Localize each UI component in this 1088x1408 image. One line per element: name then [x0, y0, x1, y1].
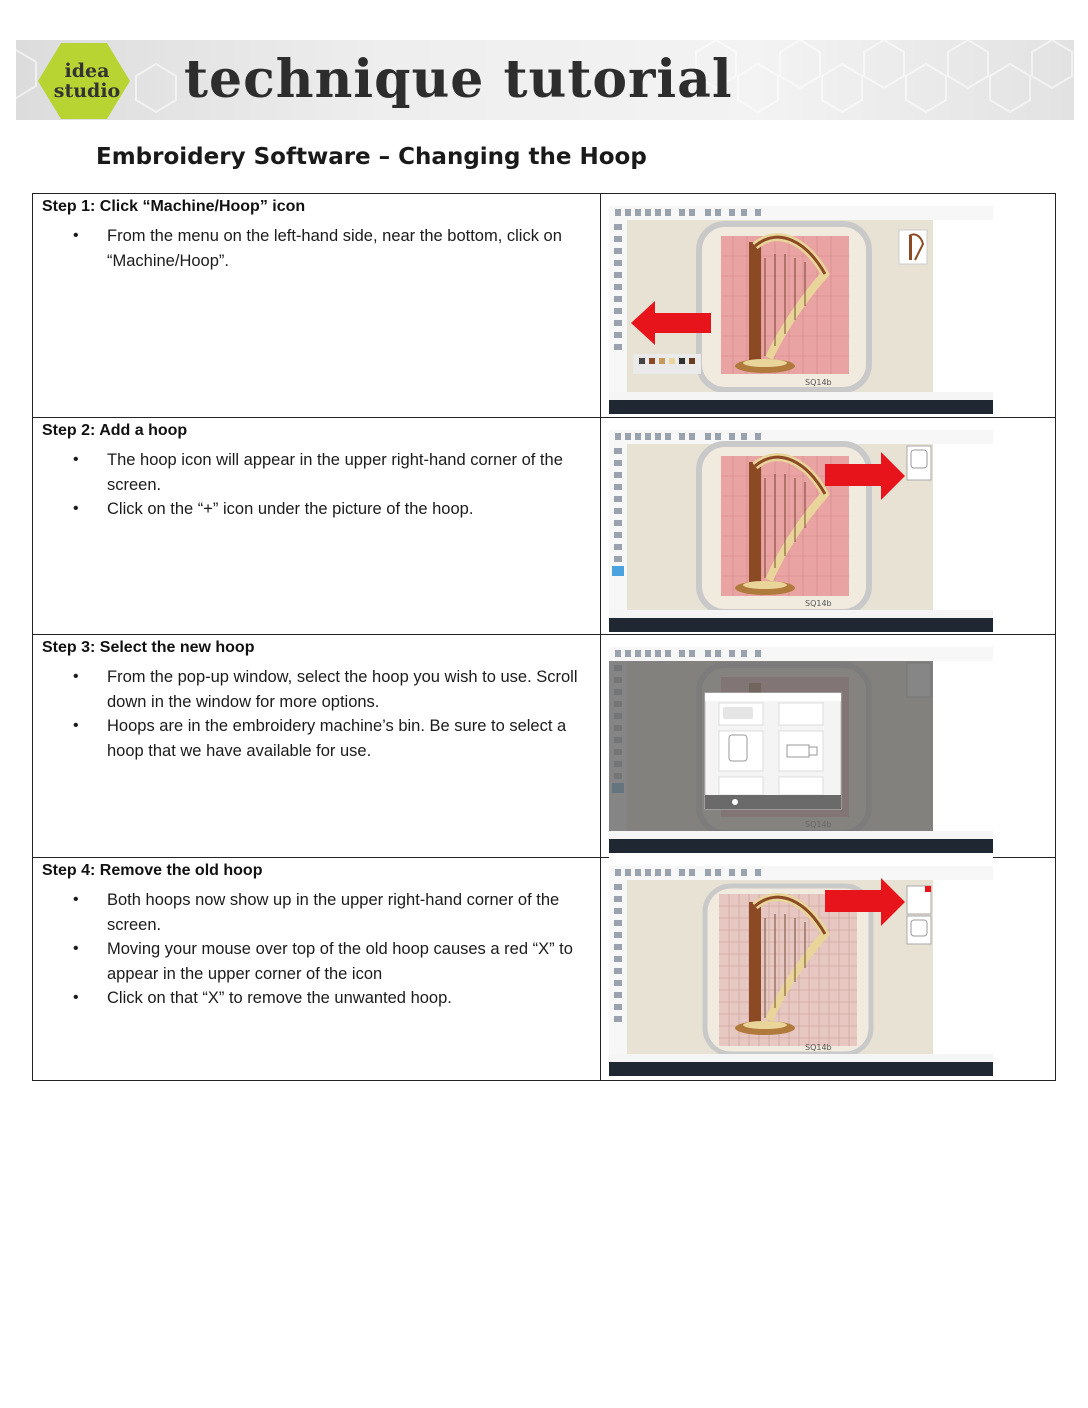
- step-1-bullets: [73, 224, 593, 273]
- sq14b-label: SQ14b: [805, 599, 832, 608]
- step-row-3: [33, 635, 1055, 857]
- step-row-4: [33, 858, 1055, 1080]
- step-4-title: Step 4: Remove the old hoop: [42, 862, 263, 879]
- step-1-bullet-1: • From the menu on the left-hand side, near the bottom, click on “Machine/Hoop”.: [73, 224, 593, 273]
- step-4-screenshot: [609, 856, 993, 1076]
- logo-line-2: studio: [53, 80, 121, 102]
- step-3-bullet-1: • From the pop-up window, select the hoop you wish to use. Scroll down in the window for more options.: [73, 665, 593, 714]
- step-4-bullet-1: • Both hoops now show up in the upper right-hand corner of the screen.: [73, 888, 593, 937]
- step-1-title: Step 1: Click “Machine/Hoop” icon: [42, 198, 306, 215]
- step-3-title: Step 3: Select the new hoop: [42, 639, 255, 656]
- document-title: Embroidery Software – Changing the Hoop: [96, 144, 647, 170]
- step-2-screenshot: [609, 420, 993, 632]
- steps-table: [32, 193, 1056, 1081]
- step-4-bullet-3: • Click on that “X” to remove the unwanted hoop.: [73, 986, 593, 1011]
- step-2-bullet-2: • Click on the “+” icon under the picture of the hoop.: [73, 497, 593, 522]
- step-3-bullets: [73, 665, 593, 763]
- step-2-title: Step 2: Add a hoop: [42, 422, 188, 439]
- step-row-1: [33, 194, 1055, 417]
- step-1-screenshot: [609, 196, 993, 414]
- step-4-bullets: [73, 888, 593, 1011]
- remove-hoop-x-icon[interactable]: [925, 886, 931, 892]
- color-palette: [633, 354, 701, 374]
- step-3-screenshot: [609, 637, 993, 853]
- sq14b-label: SQ14b: [805, 378, 832, 387]
- step-3-bullet-2: • Hoops are in the embroidery machine’s bin. Be sure to select a hoop that we have available for use.: [73, 714, 593, 763]
- header-banner: [16, 40, 1074, 120]
- sq14b-label: SQ14b: [805, 1043, 832, 1052]
- hoop-selection-dialog[interactable]: [705, 693, 841, 809]
- step-row-2: [33, 418, 1055, 634]
- logo-line-1: idea: [64, 60, 110, 82]
- banner-title: technique tutorial: [184, 49, 733, 110]
- step-4-bullet-2: • Moving your mouse over top of the old hoop causes a red “X” to appear in the upper corner of the icon: [73, 937, 593, 986]
- step-2-bullets: [73, 448, 593, 522]
- step-2-bullet-1: • The hoop icon will appear in the upper right-hand corner of the screen.: [73, 448, 593, 497]
